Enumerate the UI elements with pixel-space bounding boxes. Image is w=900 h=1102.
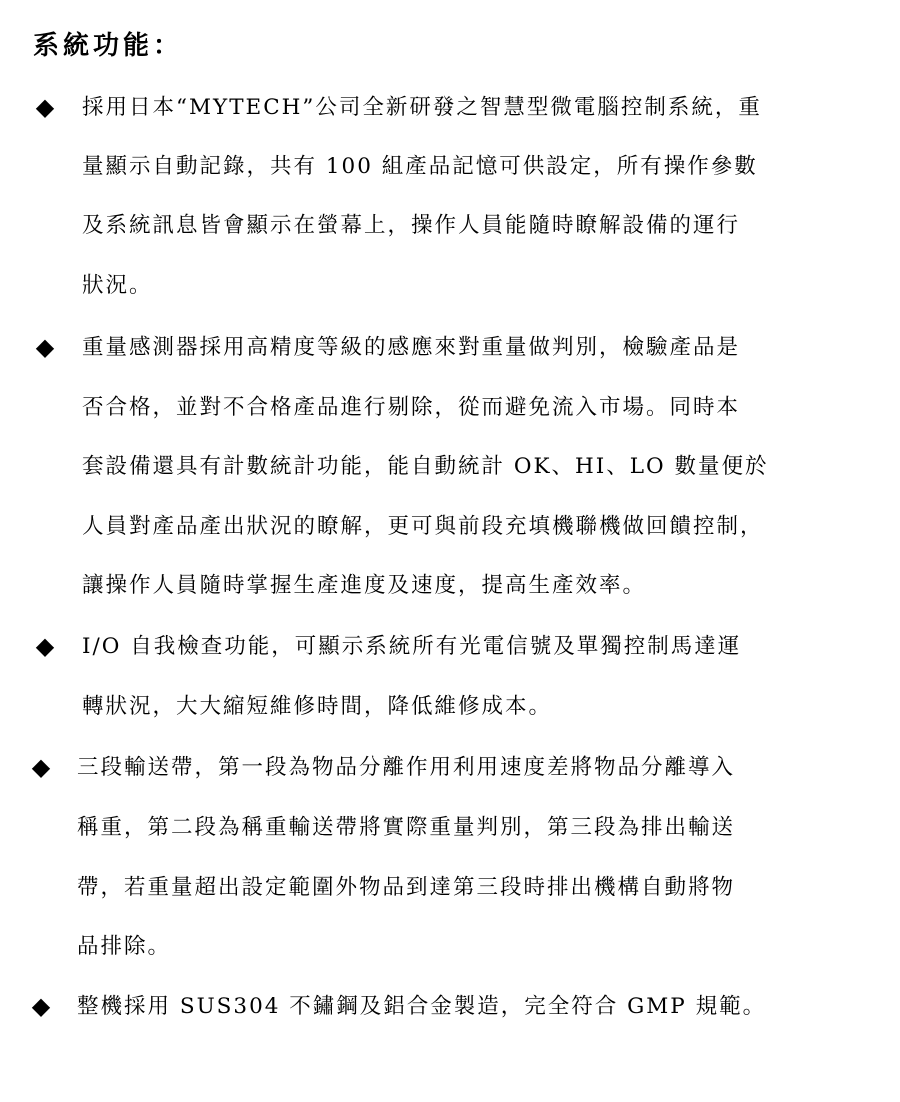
feature-2-line-1: 重量感測器採用高精度等級的感應來對重量做判別，檢驗產品是 (82, 335, 741, 360)
feature-2-line-2: 否合格，並對不合格產品進行剔除，從而避免流入市場。同時本 (82, 395, 741, 420)
feature-5-line-1: 整機採用 SUS304 不鏽鋼及鋁合金製造，完全符合 GMP 規範。 (77, 994, 767, 1019)
feature-4-line-1: 三段輸送帶，第一段為物品分離作用利用速度差將物品分離導入 (77, 755, 736, 780)
diamond-bullet-icon: ◆ (35, 93, 55, 121)
feature-2-line-4: 人員對產品產出狀況的瞭解，更可與前段充填機聯機做回饋控制， (82, 514, 764, 539)
feature-2-line-5: 讓操作人員隨時掌握生產進度及速度，提高生產效率。 (82, 573, 647, 598)
diamond-bullet-icon: ◆ (31, 753, 51, 781)
feature-3-line-1: I/O 自我檢查功能，可顯示系統所有光電信號及單獨控制馬達運 (82, 634, 742, 659)
feature-4-line-3: 帶，若重量超出設定範圍外物品到達第三段時排出機構自動將物 (77, 875, 736, 900)
feature-1-line-1: 採用日本“MYTECH”公司全新研發之智慧型微電腦控制系統，重 (82, 95, 762, 120)
feature-1-line-3: 及系統訊息皆會顯示在螢幕上，操作人員能隨時瞭解設備的運行 (82, 213, 741, 238)
feature-2-line-3: 套設備還具有計數統計功能，能自動統計 OK、HI、LO 數量便於 (82, 454, 769, 479)
diamond-bullet-icon: ◆ (35, 632, 55, 660)
diamond-bullet-icon: ◆ (35, 333, 55, 361)
feature-4-line-4: 品排除。 (77, 934, 172, 959)
feature-1-line-4: 狀況。 (82, 273, 153, 298)
feature-4-line-2: 稱重，第二段為稱重輸送帶將實際重量判別，第三段為排出輸送 (77, 815, 736, 840)
feature-1-line-2: 量顯示自動記錄，共有 100 組產品記憶可供設定，所有操作參數 (82, 154, 758, 179)
section-heading: 系統功能： (33, 31, 184, 61)
feature-3-line-2: 轉狀況，大大縮短維修時間，降低維修成本。 (82, 694, 553, 719)
diamond-bullet-icon: ◆ (31, 992, 51, 1020)
